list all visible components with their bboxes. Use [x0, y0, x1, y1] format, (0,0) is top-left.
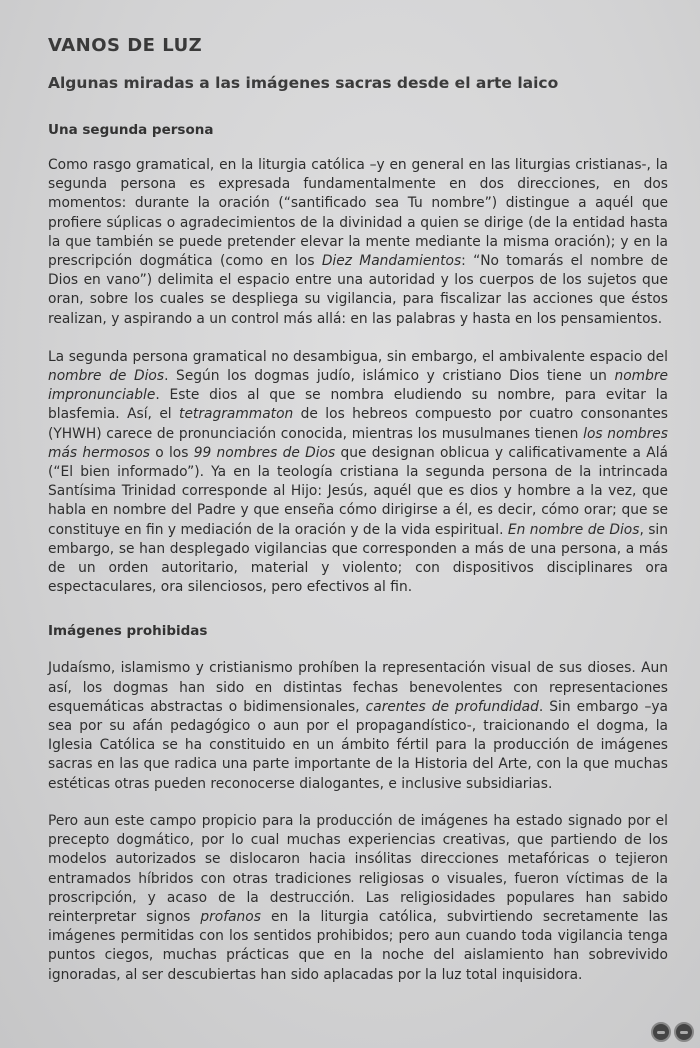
- text-segment: Judaísmo, islamismo y cristianismo prohíben la representación visual de sus dioses. Aun así, los dogmas han sido en distintas fechas benevolentes con representaciones esquemáticas abstractas o bidimensionales,: [48, 660, 668, 715]
- italic-text-segment: tetragrammaton: [179, 406, 294, 423]
- text-segment: . Según los dogmas judío, islámico y cristiano Dios tiene un: [164, 368, 615, 385]
- italic-text-segment: En nombre de Dios: [507, 521, 640, 538]
- text-segment: . Este dios al que se nombra eludiendo su nombre, para evitar la blasfemia. Así, el: [48, 387, 668, 423]
- text-segment: . Sin embargo –ya sea por su afán pedagógico o aun por el propagandístico-, traicionando el dogma, la Iglesia Católica se ha constituido en un ámbito fértil para la producción de imágenes sacras en las que radica una parte importante de la Historia del Arte, con la que muchas estéticas otras pueden reconocerse dialogantes, e inclusive subsidiarias.: [48, 698, 669, 792]
- italic-text-segment: Diez Mandamientos: [321, 253, 462, 270]
- section-heading-una-segunda-persona: Una segunda persona: [48, 122, 214, 138]
- italic-text-segment: carentes de profundidad: [365, 698, 539, 715]
- watermark-circle-icon: [651, 1022, 671, 1042]
- text-segment: en la liturgia católica, subvirtiendo secretamente las imágenes permitidas con los sentidos prohibidos; pero aun cuando toda vigilancia tenga puntos ciegos, muchas prácticas que en la noche del aislamiento han sobrevivido ignoradas, al ser descubiertas han sido aplacadas por la luz total inquisidora.: [48, 908, 668, 983]
- text-segment: La segunda persona gramatical no desambigua, sin embargo, el ambivalente espacio del: [48, 348, 668, 365]
- paragraph-1: [48, 156, 668, 329]
- italic-text-segment: profanos: [200, 908, 261, 925]
- text-segment: de los hebreos compuesto por cuatro consonantes (YHWH) carece de pronunciación conocida, mientras los musulmanes tienen: [48, 406, 668, 442]
- italic-text-segment: 99 nombres de Dios: [193, 444, 336, 461]
- text-segment: Como rasgo gramatical, en la liturgia católica –y en general en las liturgias cristianas-, la segunda persona es expresada fundamentalmente en dos direcciones, en dos momentos: durante la oración (“santificado sea Tu nombre”) distingue a aquél que profiere súplicas o agradecimientos de la divinidad a quien se dirige (de la entidad hasta la que también se puede pretender elevar la mente mediante la misma oración); y en la prescripción dogmática (como en los: [48, 157, 668, 270]
- paragraph-3: [48, 659, 668, 793]
- watermark: [651, 1022, 694, 1042]
- section-heading-imagenes-prohibidas: Imágenes prohibidas: [48, 623, 208, 640]
- document-subtitle: Algunas miradas a las imágenes sacras desde el arte laico: [48, 74, 559, 92]
- document-title: VANOS DE LUZ: [48, 35, 203, 56]
- text-segment: , sin embargo, se han desplegado vigilancias que corresponden a más de una persona, a más de un orden autoritario, material y violento; con dispositivos disciplinares ora espectaculares, ora silenciosos, pero efectivos al fin.: [48, 521, 669, 596]
- text-segment: que designan oblicua y calificativamente a Alá (“El bien informado”). Ya en la teología cristiana la segunda persona de la intrincada Santísima Trinidad corresponde al Hijo: Jesús, aquél que es dios y hombre a la vez, que habla en nombre del Padre y que enseña cómo dirigirse a él, es decir, cómo orar; que se constituye en fin y mediación de la oración y de la vida espiritual.: [48, 444, 668, 538]
- document-content: [48, 34, 668, 985]
- italic-text-segment: los nombres más hermosos: [48, 425, 668, 461]
- text-segment: Pero aun este campo propicio para la producción de imágenes ha estado signado por el precepto dogmático, por lo cual muchas experiencias creativas, que partiendo de los modelos autorizados se dislocaron hacia insólitas direcciones metafóricas o tejieron entramados híbridos con otras tradiciones religiosas o visuales, fueron víctimas de la proscripción, y acaso de la destrucción. Las religiosidades populares han sabido reinterpretar signos: [48, 812, 668, 925]
- watermark-circle-icon: [674, 1022, 694, 1042]
- paragraph-2: [48, 348, 668, 598]
- text-segment: o los: [149, 444, 194, 461]
- italic-text-segment: nombre impronunciable: [48, 368, 669, 404]
- text-segment: : “No tomarás el nombre de Dios en vano”) delimita el espacio entre una autoridad y los cuerpos de los sujetos que oran, sobre los cuales se despliega su vigilancia, para fiscalizar las acciones que éstos realizan, y aspirando a un control más allá: en las palabras y hasta en los pensamientos.: [48, 253, 669, 327]
- paragraph-4: [48, 812, 668, 985]
- italic-text-segment: nombre de Dios: [48, 368, 165, 385]
